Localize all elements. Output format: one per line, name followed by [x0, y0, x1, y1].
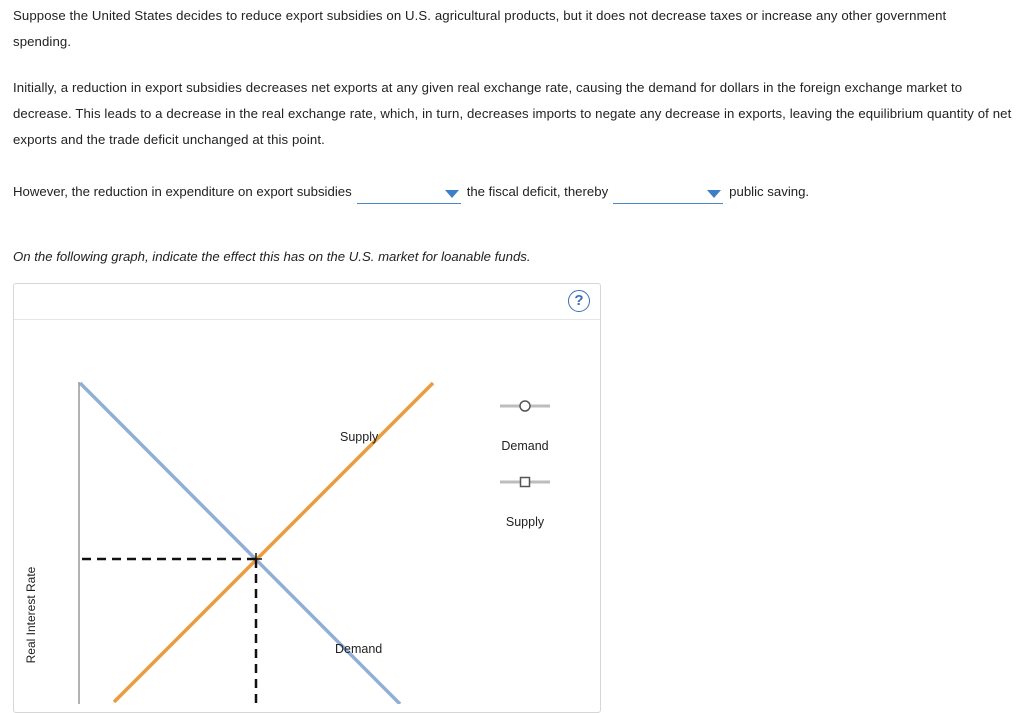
- supply-curve-label: Supply: [340, 430, 379, 444]
- graph-instruction: On the following graph, indicate the effect this has on the U.S. market for loanable funds.: [13, 249, 531, 264]
- demand-tool[interactable]: [500, 401, 550, 411]
- graph-panel: [13, 283, 601, 713]
- supply-curve[interactable]: [114, 383, 433, 702]
- square-marker-icon: [521, 478, 530, 487]
- dropdown-fiscal-deficit-effect[interactable]: [357, 183, 461, 204]
- dropdown-public-saving-effect[interactable]: [613, 183, 723, 204]
- sentence-part-2: the fiscal deficit, thereby: [466, 184, 609, 199]
- loanable-funds-graph: [14, 284, 602, 704]
- y-axis-label: Real Interest Rate: [24, 566, 38, 664]
- sentence-part-3: public saving.: [729, 184, 810, 199]
- circle-marker-icon: [520, 401, 530, 411]
- dropdown-arrow-icon: [445, 190, 459, 198]
- sentence-part-1: However, the reduction in expenditure on export subsidies: [13, 184, 352, 199]
- dropdown-arrow-icon: [707, 190, 721, 198]
- demand-curve-label: Demand: [335, 642, 383, 656]
- supply-tool[interactable]: [500, 478, 550, 487]
- supply-tool-label[interactable]: Supply: [505, 515, 545, 529]
- question-paragraph-2: Initially, a reduction in export subsidies decreases net exports at any given real exchange rate, causing the demand for dollars in the foreign exchange market to decrease. This leads to a decrease in the real exchange rate, which, in turn, decreases imports to negate any decrease in exports, leaving the equilibrium quantity of net exports and the trade deficit unchanged at this point.: [13, 80, 1012, 147]
- question-paragraph-1: Suppose the United States decides to reduce export subsidies on U.S. agricultural products, but it does not decrease taxes or increase any other government spending.: [13, 8, 947, 49]
- help-icon[interactable]: ?: [568, 290, 590, 312]
- fill-in-sentence: [13, 180, 809, 204]
- demand-tool-label[interactable]: Demand: [501, 439, 549, 453]
